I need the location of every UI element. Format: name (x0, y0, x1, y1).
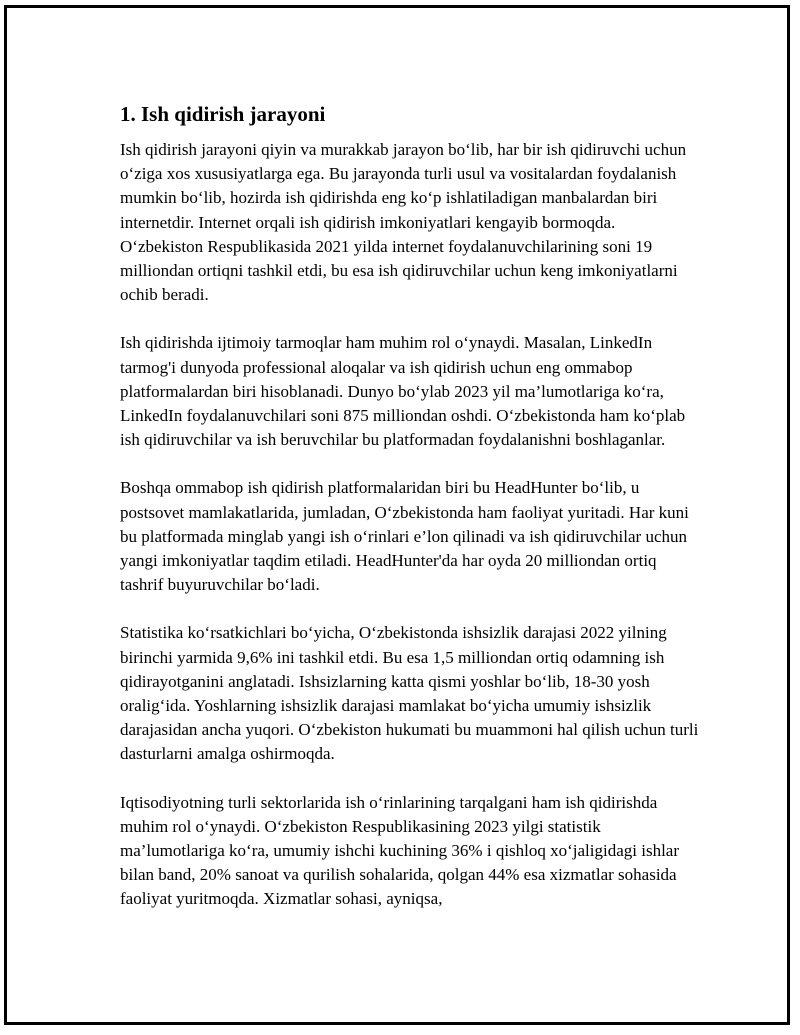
document-body (120, 100, 700, 936)
paragraph-2: Ish qidirishda ijtimoiy tarmoqlar ham muhim rol o‘ynaydi. Masalan, LinkedIn tarmog'i dunyoda professional aloqalar va ish qidirish uchun eng ommabop platformalardan biri hisoblanadi. Dunyo bo‘ylab 2023 yil ma’lumotlariga ko‘ra, LinkedIn foydalanuvchilari soni 875 milliondan oshdi. O‘zbekistonda ham ko‘plab ish qidiruvchilar va ish beruvchilar bu platformadan foydalanishni boshlaganlar. (120, 333, 686, 450)
section-heading: 1. Ish qidirish jarayoni (120, 102, 326, 126)
document-page (4, 5, 790, 1025)
paragraph-3: Boshqa ommabop ish qidirish platformalaridan biri bu HeadHunter bo‘lib, u postsovet mamlakatlarida, jumladan, O‘zbekistonda ham faoliyat yuritadi. Har kuni bu platformada minglab yangi ish o‘rinlari e’lon qilinadi va ish qidiruvchilar uchun yangi imkoniyatlar taqdim etiladi. HeadHunter'da har oyda 20 milliondan ortiq tashrif buyuruvchilar bo‘ladi. (120, 478, 689, 595)
paragraph-1: Ish qidirish jarayoni qiyin va murakkab jarayon bo‘lib, har bir ish qidiruvchi uchun o‘ziga xos xususiyatlarga ega. Bu jarayonda turli usul va vositalardan foydalanish mumkin bo‘lib, hozirda ish qidirishda eng ko‘p ishlatiladigan manbalardan biri internetdir. Internet orqali ish qidirish imkoniyatlari kengayib bormoqda. O‘zbekiston Respublikasida 2021 yilda internet foydalanuvchilarining soni 19 milliondan ortiqni tashkil etdi, bu esa ish qidiruvchilar uchun keng imkoniyatlarni ochib beradi. (120, 140, 687, 305)
paragraph-5: Iqtisodiyotning turli sektorlarida ish o‘rinlarining tarqalgani ham ish qidirishda muhim rol o‘ynaydi. O‘zbekiston Respublikasining 2023 yilgi statistik ma’lumotlariga ko‘ra, umumiy ishchi kuchining 36% i qishloq xo‘jaligidagi ishlar bilan band, 20% sanoat va qurilish sohalarida, qolgan 44% esa xizmatlar sohasida faoliyat yuritmoqda. Xizmatlar sohasi, ayniqsa, (120, 792, 680, 909)
paragraph-4: Statistika ko‘rsatkichlari bo‘yicha, O‘zbekistonda ishsizlik darajasi 2022 yilning birinchi yarmida 9,6% ini tashkil etdi. Bu esa 1,5 milliondan ortiq odamning ish qidirayotganini anglatadi. Ishsizlarning katta qismi yoshlar bo‘lib, 18-30 yosh oralig‘ida. Yoshlarning ishsizlik darajasi mamlakat bo‘yicha umumiy ishsizlik darajasidan ancha yuqori. O‘zbekiston hukumati bu muammoni hal qilish uchun turli dasturlarni amalga oshirmoqda. (120, 623, 699, 764)
